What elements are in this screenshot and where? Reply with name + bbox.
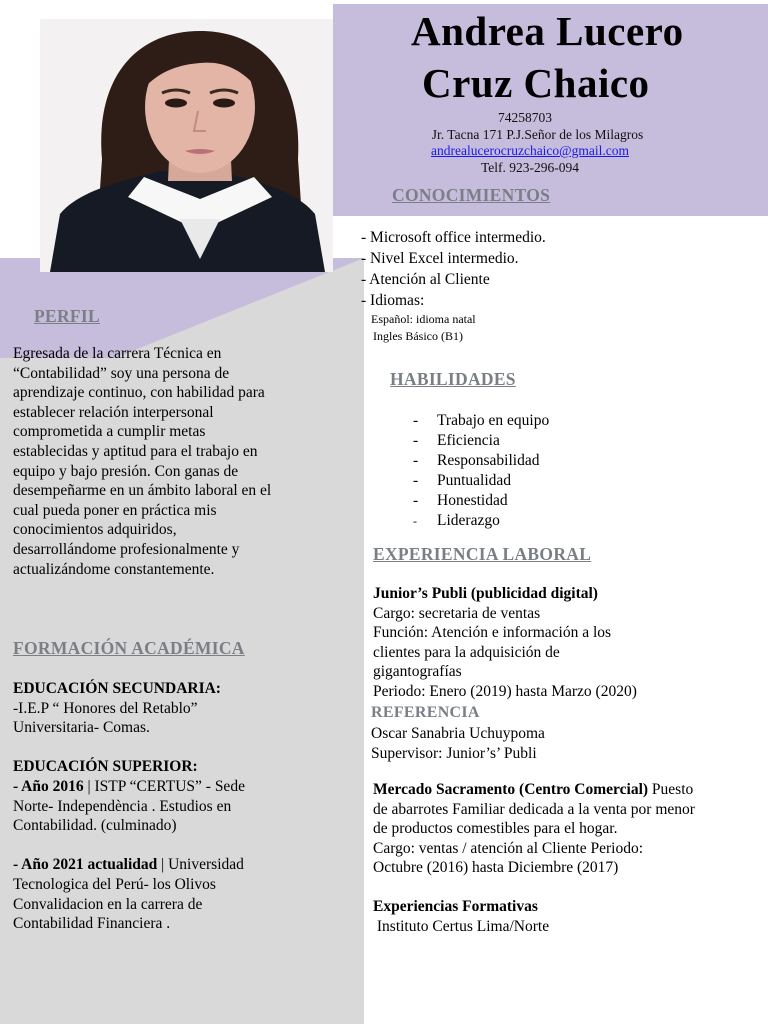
bullet-dash: -: [413, 452, 419, 469]
superior-line: Norte- Independència . Estudios en: [13, 797, 232, 815]
referencia-line: Oscar Sanabria Uchuypoma: [371, 725, 545, 742]
job2-line: de productos comestibles para el hogar.: [373, 820, 618, 838]
perfil-line: actualizándome constantemente.: [13, 560, 215, 578]
conocimientos-list: [361, 227, 546, 345]
perfil-line: Egresada de la carrera Técnica en: [13, 345, 222, 362]
secundaria-line: Universitaria- Comas.: [13, 719, 150, 737]
superior-entry-2: - Año 2021 actualidad | Universidad: [13, 856, 244, 874]
section-title-formacion: FORMACIÓN ACADÉMICA: [13, 638, 245, 658]
job2-heading: Mercado Sacramento (Centro Comercial) Puesto: [373, 781, 694, 798]
perfil-line: conocimientos adquiridos,: [13, 521, 177, 539]
superior-line: Contabilidad. (culminado): [13, 817, 177, 835]
referencia-content: [371, 724, 761, 763]
job2-content: [373, 780, 765, 878]
formacion-content: [13, 679, 358, 934]
conocimientos-item: - Atención al Cliente: [361, 271, 490, 288]
section-title-perfil: PERFIL: [34, 306, 100, 326]
conocimientos-item: - Microsoft office intermedio.: [361, 229, 546, 246]
experiencia-content: [373, 584, 763, 702]
perfil-text: [13, 344, 358, 579]
job1-line: gigantografías: [373, 663, 462, 681]
perfil-line: desempeñarme en un ámbito laboral en el: [13, 482, 272, 500]
habilidad-item: - Eficiencia: [413, 432, 500, 449]
superior-line: Tecnologica del Perú- los Olivos: [13, 875, 216, 893]
section-title-conocimientos: CONOCIMIENTOS: [392, 185, 551, 205]
job2-line: Octubre (2016) hasta Diciembre (2017): [373, 859, 619, 877]
name-first-line: Andrea Lucero: [411, 8, 684, 54]
habilidad-item: - Liderazgo: [413, 512, 500, 529]
superior-entry-1: - Año 2016 | ISTP “CERTUS” - Sede: [13, 777, 245, 795]
contact-address: Jr. Tacna 171 P.J.Señor de los Milagros: [431, 127, 644, 142]
job1-line: Función: Atención e información a los: [373, 624, 612, 642]
habilidad-item: - Responsabilidad: [413, 452, 540, 469]
habilidad-item: - Honestidad: [413, 492, 508, 509]
perfil-line: establecidas y aptitud para el trabajo en: [13, 442, 258, 460]
section-title-experiencia: EXPERIENCIA LABORAL: [373, 544, 592, 564]
bullet-dash: -: [413, 492, 419, 509]
job1-line: Cargo: secretaria de ventas: [373, 604, 541, 622]
idioma-item: Ingles Básico (B1): [373, 329, 463, 343]
profile-photo: [40, 19, 333, 272]
habilidad-item: - Trabajo en equipo: [413, 412, 550, 429]
referencia-line: Supervisor: Junior’s’ Publi: [371, 744, 537, 762]
job2-line: Cargo: ventas / atención al Cliente Periodo:: [373, 839, 644, 857]
perfil-line: desarrollándome profesionalmente y: [13, 540, 240, 558]
portrait-image: [40, 19, 333, 272]
contact-dni: 74258703: [498, 110, 552, 125]
bullet-dash: -: [413, 412, 419, 429]
perfil-line: comprometida a cumplir metas: [13, 423, 206, 441]
perfil-line: “Contabilidad” soy una persona de: [13, 364, 230, 382]
name-second-line: Cruz Chaico: [422, 60, 650, 106]
perfil-line: aprendizaje continuo, con habilidad para: [13, 384, 265, 402]
section-title-habilidades: HABILIDADES: [390, 369, 516, 389]
habilidades-list: [413, 411, 549, 531]
secundaria-heading: EDUCACIÓN SECUNDARIA:: [13, 680, 221, 697]
job1-heading: Junior’s Publi (publicidad digital): [373, 585, 598, 602]
superior-line: Convalidacion en la carrera de: [13, 895, 203, 913]
secundaria-line: -I.E.P “ Honores del Retablo”: [13, 699, 198, 717]
section-title-referencia: REFERENCIA: [371, 704, 480, 721]
contact-phone: Telf. 923-296-094: [480, 160, 580, 175]
perfil-line: equipo y bajo presión. Con ganas de: [13, 462, 239, 480]
job1-line: clientes para la adquisición de: [373, 643, 560, 661]
bullet-dash: -: [413, 514, 417, 528]
perfil-line: cual pueda poner en práctica mis: [13, 501, 217, 519]
bullet-dash: -: [413, 432, 419, 449]
formativas-line: Instituto Certus Lima/Norte: [373, 917, 550, 935]
job2-line: de abarrotes Familiar dedicada a la venta por menor: [373, 800, 695, 818]
conocimientos-item: - Nivel Excel intermedio.: [361, 250, 519, 267]
perfil-line: establecer relación interpersonal: [13, 403, 214, 421]
habilidad-item: - Puntualidad: [413, 472, 512, 489]
idioma-item: Español: idioma natal: [371, 312, 476, 326]
conocimientos-item: - Idiomas:: [361, 292, 425, 309]
formativas-heading: Experiencias Formativas: [373, 898, 538, 915]
formativas-content: [373, 897, 763, 936]
email-link[interactable]: andrealucerocruzchaico@gmail.com: [431, 143, 629, 158]
superior-line: Contabilidad Financiera .: [13, 915, 171, 933]
superior-heading: EDUCACIÓN SUPERIOR:: [13, 758, 198, 776]
bullet-dash: -: [413, 472, 419, 489]
job1-line: Periodo: Enero (2019) hasta Marzo (2020): [373, 682, 637, 700]
